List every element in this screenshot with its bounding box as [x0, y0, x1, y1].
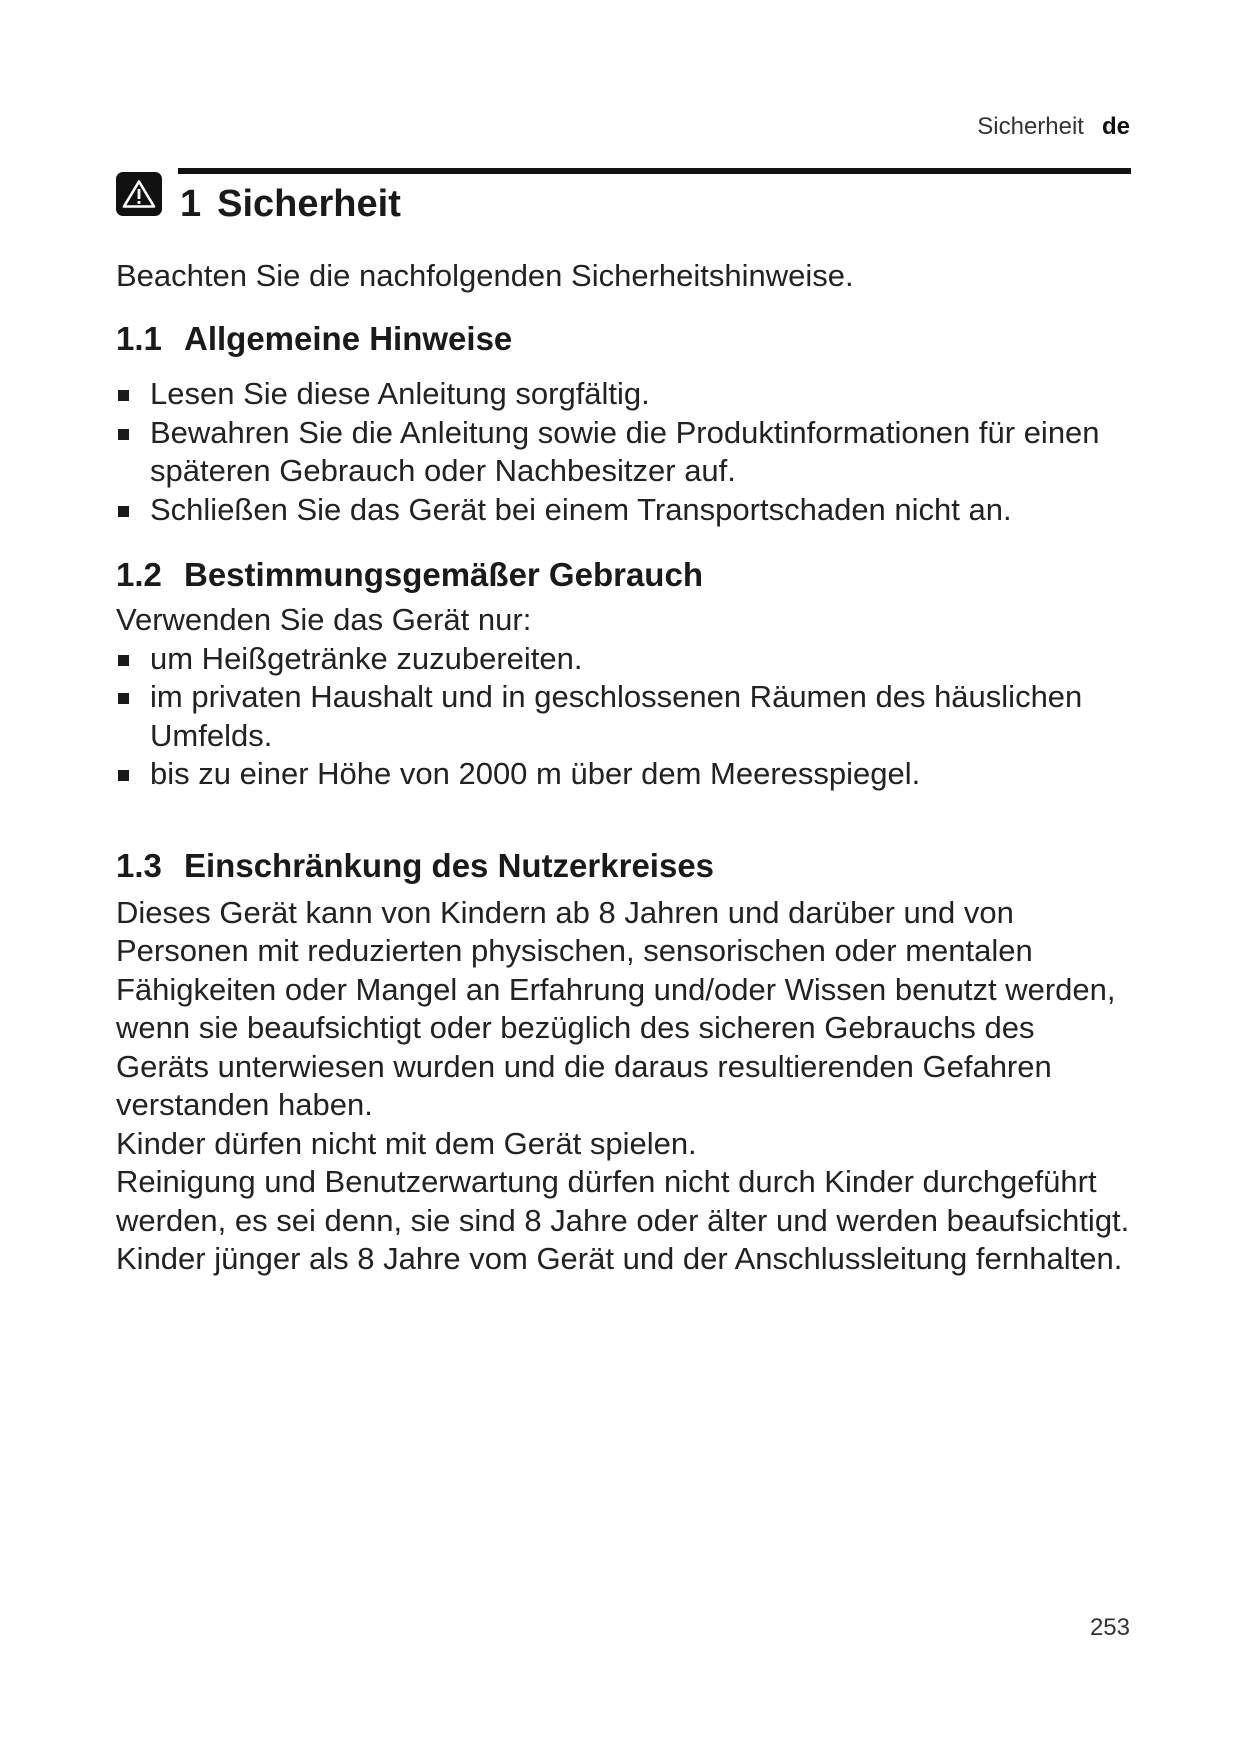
paragraph: Dieses Gerät kann von Kindern ab 8 Jahren und darüber und von Personen mit reduzierten physischen, sensorischen oder mentalen Fähigkeiten oder Mangel an Erfahrung und/oder Wissen benutzt werden, wenn sie beaufsichtigt oder bezüglich des sicheren Gebrauchs des Geräts unterwiesen wurden und die daraus resultierenden Gefahren verstanden haben.	[116, 894, 1116, 1122]
chapter-rule	[178, 168, 1131, 174]
section-title: Bestimmungsgemäßer Gebrauch	[184, 556, 703, 593]
section-number: 1.3	[116, 846, 162, 884]
section-heading-1-3	[116, 844, 1136, 888]
section-number: 1.1	[116, 320, 162, 357]
list-item: Bewahren Sie die Anleitung sowie die Produktinformationen für einen späteren Gebrauch oder Nachbesitzer auf.	[116, 414, 1136, 491]
running-header-language: de	[1101, 113, 1130, 140]
section-intro: Verwenden Sie das Gerät nur:	[116, 602, 532, 637]
page-number: 253	[1089, 1614, 1130, 1641]
chapter-intro: Beachten Sie die nachfolgenden Sicherheitshinweise.	[116, 258, 854, 293]
bullet-list-general-notes	[116, 375, 1136, 529]
section-title: Allgemeine Hinweise	[184, 320, 513, 357]
bullet-list-intended-use	[116, 640, 1136, 794]
paragraph: Kinder jünger als 8 Jahre vom Gerät und der Anschlussleitung fernhalten.	[116, 1241, 1123, 1276]
list-item: um Heißgetränke zuzubereiten.	[116, 640, 1136, 679]
paragraph: Reinigung und Benutzerwartung dürfen nicht durch Kinder durchgeführt werden, es sei denn, sie sind 8 Jahre oder älter und werden beaufsichtigt.	[116, 1164, 1130, 1238]
chapter-title-text: Sicherheit	[217, 183, 401, 225]
list-item: im privaten Haushalt und in geschlossenen Räumen des häuslichen Umfelds.	[116, 678, 1136, 755]
chapter-number: 1	[180, 183, 202, 225]
section-title: Einschränkung des Nutzerkreises	[184, 846, 715, 884]
section-number: 1.2	[116, 556, 162, 593]
running-header	[977, 113, 1130, 141]
warning-triangle-icon	[116, 172, 162, 216]
page-content	[116, 256, 1136, 1279]
section-heading-1-2	[116, 553, 1136, 597]
list-item: bis zu einer Höhe von 2000 m über dem Meeresspiegel.	[116, 755, 1136, 794]
list-item: Lesen Sie diese Anleitung sorgfältig.	[116, 375, 1136, 414]
chapter-title	[180, 180, 401, 228]
list-item: Schließen Sie das Gerät bei einem Transportschaden nicht an.	[116, 491, 1136, 530]
paragraph: Kinder dürfen nicht mit dem Gerät spielen.	[116, 1125, 697, 1161]
running-header-section: Sicherheit	[977, 113, 1084, 140]
section-heading-1-1	[116, 317, 1136, 361]
